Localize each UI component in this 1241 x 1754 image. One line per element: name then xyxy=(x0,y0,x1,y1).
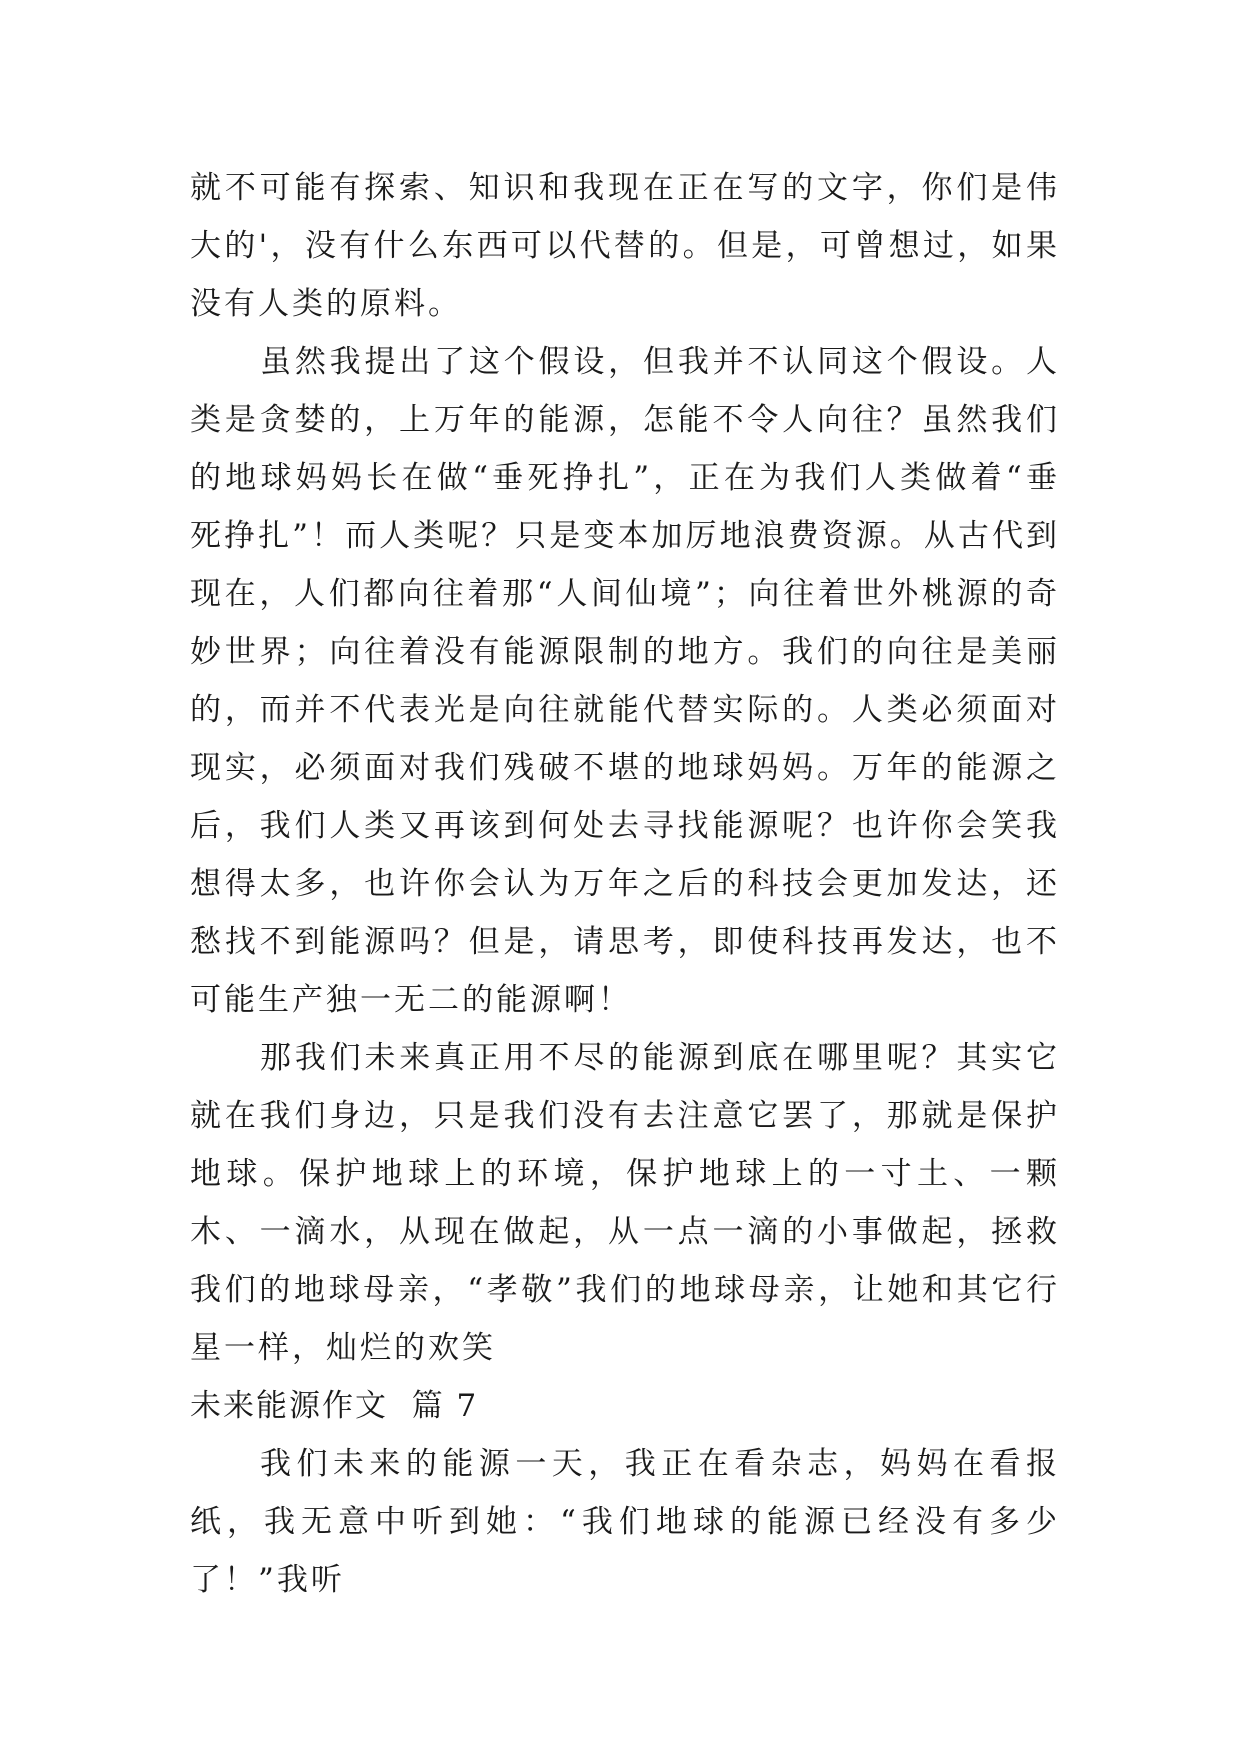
document-body xyxy=(190,159,1060,1609)
section-heading: 未来能源作文 篇 7 xyxy=(190,1388,479,1424)
paragraph-4: 我们未来的能源一天，我正在看杂志，妈妈在看报纸，我无意中听到她：“我们地球的能源已经没有多少了！”我听 xyxy=(190,1446,1060,1598)
paragraph-1: 就不可能有探索、知识和我现在正在写的文字，你们是伟大的'，没有什么东西可以代替的。但是，可曾想过，如果没有人类的原料。 xyxy=(190,170,1060,322)
paragraph-3: 那我们未来真正用不尽的能源到底在哪里呢？其实它就在我们身边，只是我们没有去注意它罢了，那就是保护地球。保护地球上的环境，保护地球上的一寸土、一颗木、一滴水，从现在做起，从一点一滴的小事做起，拯救我们的地球母亲，“孝敬”我们的地球母亲，让她和其它行星一样，灿烂的欢笑 xyxy=(190,1040,1060,1366)
paragraph-2: 虽然我提出了这个假设，但我并不认同这个假设。人类是贪婪的，上万年的能源，怎能不令人向往？虽然我们的地球妈妈长在做“垂死挣扎”，正在为我们人类做着“垂死挣扎”！而人类呢？只是变本加厉地浪费资源。从古代到现在，人们都向往着那“人间仙境”；向往着世外桃源的奇妙世界；向往着没有能源限制的地方。我们的向往是美丽的，而并不代表光是向往就能代替实际的。人类必须面对现实，必须面对我们残破不堪的地球妈妈。万年的能源之后，我们人类又再该到何处去寻找能源呢？也许你会笑我想得太多，也许你会认为万年之后的科技会更加发达，还愁找不到能源吗？但是，请思考，即使科技再发达，也不可能生产独一无二的能源啊！ xyxy=(190,344,1060,1018)
